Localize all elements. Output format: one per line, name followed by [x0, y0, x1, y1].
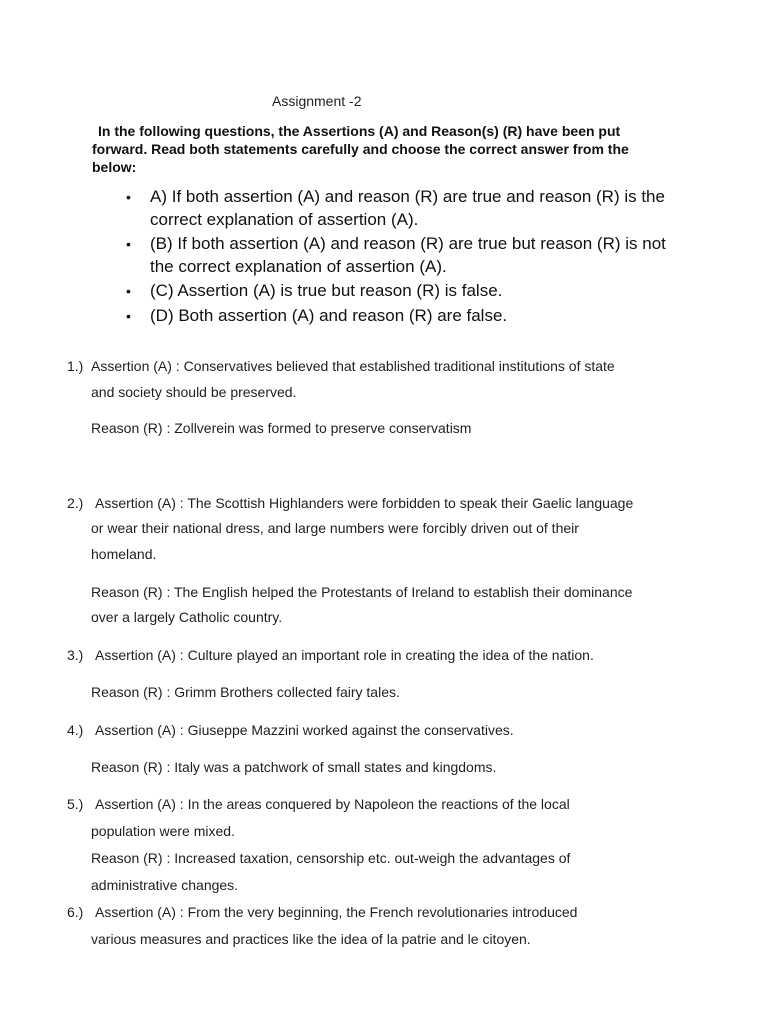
option-a — [126, 186, 666, 231]
option-a-text: A) If both assertion (A) and reason (R) are true and reason (R) is the correct explanation of assertion (A). — [150, 187, 665, 229]
bullet-icon: • — [126, 189, 131, 205]
question-3-reason-line-1: Reason (R) : Grimm Brothers collected fairy tales. — [91, 684, 400, 700]
bullet-icon: • — [126, 283, 131, 299]
question-number: 6.) — [67, 904, 84, 920]
question-5-reason-line-2: administrative changes. — [91, 877, 239, 893]
question-1-assertion-line-1: 1.) Assertion (A) : Conservatives believed that established traditional institutions of state — [67, 358, 615, 374]
question-6-assertion-line-2: various measures and practices like the idea of la patrie and le citoyen. — [91, 931, 531, 947]
question-2-reason-line-1: Reason (R) : The English helped the Protestants of Ireland to establish their dominance — [91, 584, 633, 600]
question-1-reason-line-1: Reason (R) : Zollverein was formed to preserve conservatism — [91, 420, 472, 436]
option-c-text: (C) Assertion (A) is true but reason (R) is false. — [150, 281, 503, 300]
option-c — [126, 280, 666, 303]
option-d — [126, 305, 666, 328]
question-2-assertion-line-3: homeland. — [91, 546, 157, 562]
question-number: 5.) — [67, 796, 84, 812]
question-number: 4.) — [67, 722, 84, 738]
question-1-assertion-line-2: and society should be preserved. — [91, 384, 297, 400]
question-number: 1.) — [67, 358, 84, 374]
bullet-icon: • — [126, 307, 131, 324]
option-b — [126, 233, 666, 278]
question-3-assertion-line-1: 3.) Assertion (A) : Culture played an important role in creating the idea of the nation. — [67, 647, 594, 663]
question-5-assertion-line-2: population were mixed. — [91, 823, 235, 839]
option-d-text: (D) Both assertion (A) and reason (R) are false. — [150, 305, 508, 325]
instructions-text: In the following questions, the Assertions (A) and Reason(s) (R) have been put forward. Read both statements carefully and choose the correct answer from the below: — [92, 123, 629, 175]
question-2-assertion-line-1: 2.) Assertion (A) : The Scottish Highlanders were forbidden to speak their Gaelic language — [67, 495, 634, 511]
question-2-assertion-line-2: or wear their national dress, and large numbers were forcibly driven out of their — [91, 520, 579, 536]
question-2-reason-line-2: over a largely Catholic country. — [91, 609, 283, 625]
page-title: Assignment -2 — [272, 93, 362, 109]
bullet-icon: • — [126, 236, 131, 252]
question-number: 2.) — [67, 495, 84, 511]
question-6-assertion-line-1: 6.) Assertion (A) : From the very beginning, the French revolutionaries introduced — [67, 904, 578, 920]
question-4-assertion-line-1: 4.) Assertion (A) : Giuseppe Mazzini worked against the conservatives. — [67, 722, 514, 738]
question-4-reason-line-1: Reason (R) : Italy was a patchwork of small states and kingdoms. — [91, 759, 497, 775]
question-number: 3.) — [67, 647, 84, 663]
answer-options-list — [126, 186, 666, 329]
question-5-reason-line-1: Reason (R) : Increased taxation, censorship etc. out-weigh the advantages of — [91, 850, 571, 866]
question-5-assertion-line-1: 5.) Assertion (A) : In the areas conquered by Napoleon the reactions of the local — [67, 796, 570, 812]
option-b-text: (B) If both assertion (A) and reason (R) are true but reason (R) is not the correct explanation of assertion (A). — [150, 234, 666, 276]
